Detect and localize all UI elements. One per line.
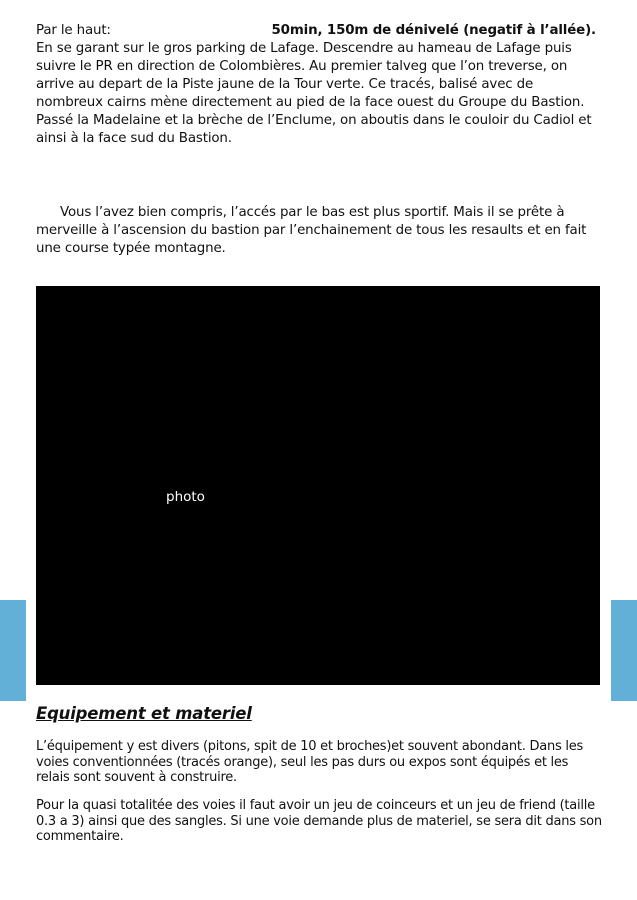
photo-label: photo: [166, 489, 205, 505]
approach-top-text: En se garant sur le gros parking de Lafage. Descendre au hameau de Lafage puis suivre le PR en direction de Colombières. Au premier talveg que l’on treverse, on arrive au depart de la Piste jaune de la Tour verte. Ce tracés, balisé avec de nombreux cairns mène directement au pied de la face ouest du Groupe du Bastion. Passé la Madelaine et la brèche de l’Enclume, on aboutis dans le couloir du Cadiol et ainsi à la face sud du Bastion.: [36, 41, 592, 146]
approach-top-duration: 50min, 150m de dénivelé (negatif à l’allée).: [271, 23, 596, 38]
left-side-tab: [0, 600, 26, 701]
photo-placeholder: [36, 286, 600, 685]
approach-top-section: [36, 22, 596, 148]
equipment-paragraph-1: L’équipement y est divers (pitons, spit de 10 et broches)et souvent abondant. Dans les voies conventionnées (tracés orange), seul les pas durs ou expos sont équipés et les relais sont souvent à construire.: [36, 739, 583, 785]
approach-bottom-text: Vous l’avez bien compris, l’accés par le bas est plus sportif. Mais il se prête à merveille à l’ascension du bastion par l’enchainement de tous les resaults et en fait une course typée montagne.: [36, 205, 587, 256]
approach-top-header: [36, 22, 596, 40]
equipment-paragraph-2: Pour la quasi totalitée des voies il faut avoir un jeu de coinceurs et un jeu de friend (taille 0.3 a 3) ainsi que des sangles. Si une voie demande plus de materiel, se sera dit dans son commentaire.: [36, 798, 602, 844]
approach-top-label: Par le haut:: [36, 23, 111, 38]
right-side-tab: [611, 600, 637, 701]
equipment-title: Equipement et materiel: [36, 704, 252, 723]
